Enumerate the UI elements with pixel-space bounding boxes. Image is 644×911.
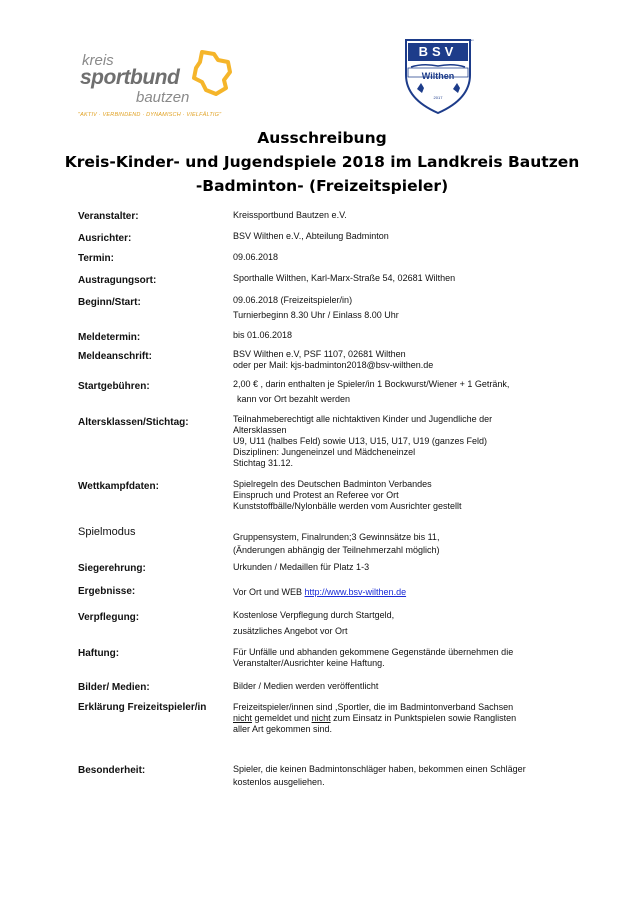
crest-letters: BSV [418, 44, 458, 59]
value-verpflegung [233, 610, 394, 637]
value-besonderheit-line2: kostenlos ausgeliehen. [233, 777, 325, 787]
value-erklaerung-line2 [233, 713, 516, 724]
logo-word-bautzen: bautzen [136, 89, 190, 106]
logo-tagline: "AKTIV · VERBINDEND · DYNAMISCH · VIELFÄLTIG" [78, 112, 222, 118]
value-haftung-line2: Veranstalter/Ausrichter keine Haftung. [233, 658, 385, 668]
value-haftung-line1: Für Unfälle und abhanden gekommene Gegenstände übernehmen die [233, 647, 514, 657]
value-erklaerung-line1: Freizeitspieler/innen sind ,Sportler, die im Badmintonverband Sachsen [233, 702, 514, 712]
value-erklaerung-nicht-1: nicht [233, 713, 253, 723]
value-erklaerung [233, 702, 516, 735]
label-siegerehrung: Siegerehrung: [78, 563, 146, 574]
value-meldeanschrift-line2: oder per Mail: kjs-badminton2018@bsv-wilthen.de [233, 360, 434, 370]
label-wettkampfdaten: Wettkampfdaten: [78, 481, 159, 492]
document-subtitle: Kreis-Kinder- und Jugendspiele 2018 im Landkreis Bautzen [64, 153, 580, 171]
label-erklaerung: Erklärung Freizeitspieler/in [78, 702, 207, 713]
logo-word-kreis: kreis [82, 52, 114, 69]
value-meldetermin: bis 01.06.2018 [233, 330, 293, 340]
bsv-website-link[interactable]: http://www.bsv-wilthen.de [304, 587, 407, 597]
label-beginn: Beginn/Start: [78, 297, 141, 308]
label-verpflegung: Verpflegung: [78, 612, 140, 623]
label-termin: Termin: [78, 253, 114, 264]
label-haftung: Haftung: [78, 648, 120, 659]
value-veranstalter: Kreissportbund Bautzen e.V. [233, 210, 347, 220]
logo-word-sportbund: sportbund [80, 66, 180, 89]
value-ergebnisse-prefix: Vor Ort und WEB [233, 587, 305, 597]
value-wettkampfdaten-line1: Spielregeln des Deutschen Badminton Verbandes [233, 479, 432, 489]
value-altersklassen-line1: Teilnahmeberechtigt alle nichtaktiven Kinder und Jugendliche der [233, 414, 493, 424]
value-erklaerung-mid: gemeldet und [252, 713, 312, 723]
value-spielmodus-line1: Gruppensystem, Finalrunden;3 Gewinnsätze bis 11, [233, 532, 440, 542]
document-title: Ausschreibung [257, 129, 387, 147]
crest-year: 2017 [433, 95, 443, 100]
label-altersklassen: Altersklassen/Stichtag: [78, 417, 189, 428]
value-erklaerung-end: zum Einsatz in Punktspielen sowie Ranglisten [330, 713, 517, 723]
label-meldetermin: Meldetermin: [78, 332, 141, 343]
value-altersklassen-line4: Disziplinen: Jungeneinzel und Mädcheneinzel [233, 447, 416, 457]
value-verpflegung-line2: zusätzliches Angebot vor Ort [233, 626, 348, 636]
value-erklaerung-line3: aller Art gekommen sind. [233, 724, 333, 734]
document-subtitle-2: -Badminton- (Freizeitspieler) [195, 177, 449, 195]
value-siegerehrung: Urkunden / Medaillen für Platz 1-3 [233, 562, 370, 572]
value-beginn-line1: 09.06.2018 (Freizeitspieler/in) [233, 295, 353, 305]
value-altersklassen-line2: Altersklassen [233, 425, 287, 435]
value-termin: 09.06.2018 [233, 252, 279, 262]
value-beginn [233, 295, 399, 321]
value-spielmodus [233, 532, 439, 556]
value-ausrichter: BSV Wilthen e.V., Abteilung Badminton [233, 231, 389, 241]
value-bilder: Bilder / Medien werden veröffentlicht [233, 681, 379, 691]
value-ergebnisse [233, 587, 406, 598]
value-wettkampfdaten [233, 479, 461, 512]
label-bilder: Bilder/ Medien: [78, 682, 150, 693]
value-besonderheit [233, 764, 526, 788]
value-erklaerung-nicht-2: nicht [311, 713, 331, 723]
label-veranstalter: Veranstalter: [78, 211, 139, 222]
bsv-wilthen-crest [403, 37, 473, 115]
value-altersklassen-line3: U9, U11 (halbes Feld) sowie U13, U15, U17, U19 (ganzes Feld) [233, 436, 487, 446]
crest-name: Wilthen [421, 71, 455, 81]
label-ergebnisse: Ergebnisse: [78, 586, 136, 597]
saxony-map-logo-icon [192, 50, 232, 96]
value-altersklassen [233, 414, 492, 469]
value-beginn-line2: Turnierbeginn 8.30 Uhr / Einlass 8.00 Uhr [233, 310, 399, 320]
value-meldeanschrift-line1: BSV Wilthen e.V, PSF 1107, 02681 Wilthen [233, 349, 406, 359]
value-austragungsort: Sporthalle Wilthen, Karl-Marx-Straße 54, 02681 Wilthen [233, 273, 456, 283]
value-verpflegung-line1: Kostenlose Verpflegung durch Startgeld, [233, 610, 395, 620]
value-spielmodus-line2: (Änderungen abhängig der Teilnehmerzahl möglich) [233, 545, 440, 555]
label-austragungsort: Austragungsort: [78, 275, 157, 286]
label-besonderheit: Besonderheit: [78, 765, 146, 776]
crest-top-text: Badminton · Sportverein · Wilthen · 2017 · Bautzen [417, 39, 474, 42]
value-startgebuehren [233, 379, 509, 405]
value-startgebuehren-line1: 2,00 € , darin enthalten je Spieler/in 1 Bockwurst/Wiener + 1 Getränk, [233, 379, 510, 389]
value-meldeanschrift [233, 349, 433, 371]
label-meldeanschrift: Meldeanschrift: [78, 351, 152, 362]
value-startgebuehren-line2: kann vor Ort bezahlt werden [237, 394, 351, 404]
value-wettkampfdaten-line2: Einspruch und Protest an Referee vor Ort [233, 490, 399, 500]
label-spielmodus: Spielmodus [78, 526, 136, 538]
value-besonderheit-line1: Spieler, die keinen Badmintonschläger haben, bekommen einen Schläger [233, 764, 526, 774]
label-ausrichter: Ausrichter: [78, 233, 132, 244]
value-wettkampfdaten-line3: Kunststoffbälle/Nylonbälle werden vom Ausrichter gestellt [233, 501, 462, 511]
kreissportbund-logo [74, 46, 234, 126]
value-haftung [233, 647, 513, 669]
label-startgebuehren: Startgebühren: [78, 381, 150, 392]
value-altersklassen-line5: Stichtag 31.12. [233, 458, 294, 468]
